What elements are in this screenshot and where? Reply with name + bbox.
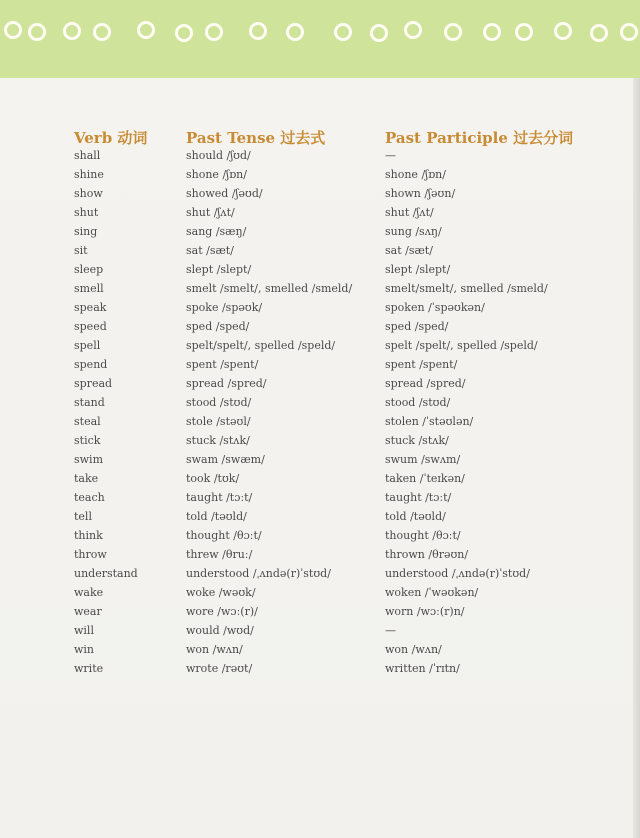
past-participle-cell: swum /swʌm/ xyxy=(385,453,461,466)
past-tense-cell: spread /spred/ xyxy=(186,377,267,390)
past-participle-cell: smelt/smelt/, smelled /smeld/ xyxy=(385,282,548,295)
past-participle-cell: sped /sped/ xyxy=(385,320,449,333)
table-row xyxy=(0,605,640,624)
verb-cell: spell xyxy=(74,339,101,352)
past-tense-cell: spent /spent/ xyxy=(186,358,259,371)
past-tense-cell: taught /tɔːt/ xyxy=(186,491,253,504)
past-participle-cell: shown /ʃəʊn/ xyxy=(385,187,456,200)
past-tense-cell: spelt/spelt/, spelled /speld/ xyxy=(186,339,336,352)
past-participle-cell: sung /sʌŋ/ xyxy=(385,225,442,238)
table-row xyxy=(0,510,640,529)
past-participle-cell: sat /sæt/ xyxy=(385,244,433,257)
past-participle-cell: worn /wɔː(r)n/ xyxy=(385,605,465,618)
past-tense-cell: stuck /stʌk/ xyxy=(186,434,250,447)
past-tense-cell: wrote /rəʊt/ xyxy=(186,662,253,675)
past-participle-cell: written /ˈrɪtn/ xyxy=(385,662,460,675)
table-row xyxy=(0,396,640,415)
verb-cell: wear xyxy=(74,605,102,618)
table-row xyxy=(0,548,640,567)
ring-icon xyxy=(370,24,388,42)
column-header-past-participle: Past Participle 过去分词 xyxy=(385,129,574,147)
verb-cell: understand xyxy=(74,567,138,580)
table-row xyxy=(0,244,640,263)
past-participle-cell: — xyxy=(385,149,396,162)
past-tense-cell: should /ʃʊd/ xyxy=(186,149,251,162)
table-row xyxy=(0,491,640,510)
ring-icon xyxy=(205,23,223,41)
verb-cell: stand xyxy=(74,396,105,409)
table-row xyxy=(0,358,640,377)
past-tense-cell: won /wʌn/ xyxy=(186,643,243,656)
past-participle-cell: — xyxy=(385,624,396,637)
table-row xyxy=(0,187,640,206)
past-participle-cell: woken /ˈwəʊkən/ xyxy=(385,586,479,599)
past-participle-cell: understood /ˌʌndə(r)ˈstʊd/ xyxy=(385,567,530,580)
ring-icon xyxy=(444,23,462,41)
ring-icon xyxy=(28,23,46,41)
verb-cell: shut xyxy=(74,206,99,219)
ring-icon xyxy=(404,21,422,39)
verb-cell: think xyxy=(74,529,103,542)
ring-icon xyxy=(554,22,572,40)
verb-cell: steal xyxy=(74,415,101,428)
verb-cell: spend xyxy=(74,358,108,371)
verb-cell: teach xyxy=(74,491,105,504)
past-tense-cell: would /wʊd/ xyxy=(186,624,254,637)
past-participle-cell: slept /slept/ xyxy=(385,263,451,276)
verb-cell: speed xyxy=(74,320,107,333)
past-tense-cell: wore /wɔː(r)/ xyxy=(186,605,258,618)
past-tense-cell: understood /ˌʌndə(r)ˈstʊd/ xyxy=(186,567,331,580)
verb-cell: wake xyxy=(74,586,104,599)
verb-cell: show xyxy=(74,187,103,200)
table-row xyxy=(0,320,640,339)
table-row xyxy=(0,472,640,491)
past-participle-cell: thought /θɔːt/ xyxy=(385,529,461,542)
past-tense-cell: stole /stəʊl/ xyxy=(186,415,251,428)
past-tense-cell: swam /swæm/ xyxy=(186,453,265,466)
past-participle-cell: taught /tɔːt/ xyxy=(385,491,452,504)
irregular-verbs-table xyxy=(0,149,640,681)
ring-icon xyxy=(515,23,533,41)
table-row xyxy=(0,529,640,548)
past-tense-cell: shut /ʃʌt/ xyxy=(186,206,235,219)
table-row xyxy=(0,263,640,282)
ring-icon xyxy=(334,23,352,41)
table-row xyxy=(0,206,640,225)
header-banner xyxy=(0,0,640,78)
past-participle-cell: shone /ʃɒn/ xyxy=(385,168,446,181)
past-tense-cell: showed /ʃəʊd/ xyxy=(186,187,263,200)
verb-cell: shine xyxy=(74,168,104,181)
table-row xyxy=(0,168,640,187)
ring-icon xyxy=(483,23,501,41)
verb-cell: tell xyxy=(74,510,92,523)
past-participle-cell: thrown /θrəʊn/ xyxy=(385,548,469,561)
table-row xyxy=(0,662,640,681)
table-row xyxy=(0,434,640,453)
ring-icon xyxy=(249,22,267,40)
ring-icon xyxy=(4,21,22,39)
verb-cell: win xyxy=(74,643,95,656)
verb-cell: sing xyxy=(74,225,98,238)
verb-cell: write xyxy=(74,662,104,675)
past-tense-cell: slept /slept/ xyxy=(186,263,252,276)
past-participle-cell: spelt /spelt/, spelled /speld/ xyxy=(385,339,538,352)
ring-icon xyxy=(63,22,81,40)
binder-rings xyxy=(0,14,640,48)
table-row xyxy=(0,377,640,396)
past-participle-cell: shut /ʃʌt/ xyxy=(385,206,434,219)
past-tense-cell: woke /wəʊk/ xyxy=(186,586,256,599)
verb-cell: stick xyxy=(74,434,101,447)
ring-icon xyxy=(93,23,111,41)
table-row xyxy=(0,415,640,434)
table-row xyxy=(0,586,640,605)
past-tense-cell: stood /stʊd/ xyxy=(186,396,252,409)
past-participle-cell: stood /stʊd/ xyxy=(385,396,451,409)
past-tense-cell: shone /ʃɒn/ xyxy=(186,168,247,181)
past-tense-cell: sat /sæt/ xyxy=(186,244,234,257)
past-participle-cell: taken /ˈteɪkən/ xyxy=(385,472,465,485)
verb-cell: speak xyxy=(74,301,107,314)
table-row xyxy=(0,225,640,244)
past-tense-cell: spoke /spəʊk/ xyxy=(186,301,263,314)
table-row xyxy=(0,624,640,643)
verb-cell: spread xyxy=(74,377,113,390)
table-row xyxy=(0,282,640,301)
past-tense-cell: sang /sæŋ/ xyxy=(186,225,247,238)
verb-cell: throw xyxy=(74,548,107,561)
ring-icon xyxy=(590,24,608,42)
past-tense-cell: took /tʊk/ xyxy=(186,472,240,485)
verb-cell: will xyxy=(74,624,94,637)
past-tense-cell: told /təʊld/ xyxy=(186,510,247,523)
past-participle-cell: spread /spred/ xyxy=(385,377,466,390)
ring-icon xyxy=(175,24,193,42)
past-participle-cell: stolen /ˈstəʊlən/ xyxy=(385,415,474,428)
past-participle-cell: stuck /stʌk/ xyxy=(385,434,449,447)
past-participle-cell: spent /spent/ xyxy=(385,358,458,371)
column-header-verb: Verb 动词 xyxy=(74,129,148,147)
ring-icon xyxy=(137,21,155,39)
table-row xyxy=(0,301,640,320)
past-tense-cell: threw /θruː/ xyxy=(186,548,253,561)
table-row xyxy=(0,149,640,168)
past-tense-cell: sped /sped/ xyxy=(186,320,250,333)
ring-icon xyxy=(620,23,638,41)
past-tense-cell: thought /θɔːt/ xyxy=(186,529,262,542)
table-row xyxy=(0,567,640,586)
verb-cell: sit xyxy=(74,244,88,257)
verb-cell: shall xyxy=(74,149,101,162)
table-row xyxy=(0,453,640,472)
column-header-past-tense: Past Tense 过去式 xyxy=(186,129,326,147)
past-participle-cell: told /təʊld/ xyxy=(385,510,446,523)
ring-icon xyxy=(286,23,304,41)
past-tense-cell: smelt /smelt/, smelled /smeld/ xyxy=(186,282,353,295)
past-participle-cell: won /wʌn/ xyxy=(385,643,442,656)
past-participle-cell: spoken /ˈspəʊkən/ xyxy=(385,301,485,314)
verb-cell: take xyxy=(74,472,99,485)
table-row xyxy=(0,643,640,662)
verb-cell: smell xyxy=(74,282,104,295)
verb-cell: sleep xyxy=(74,263,104,276)
verb-cell: swim xyxy=(74,453,104,466)
table-row xyxy=(0,339,640,358)
